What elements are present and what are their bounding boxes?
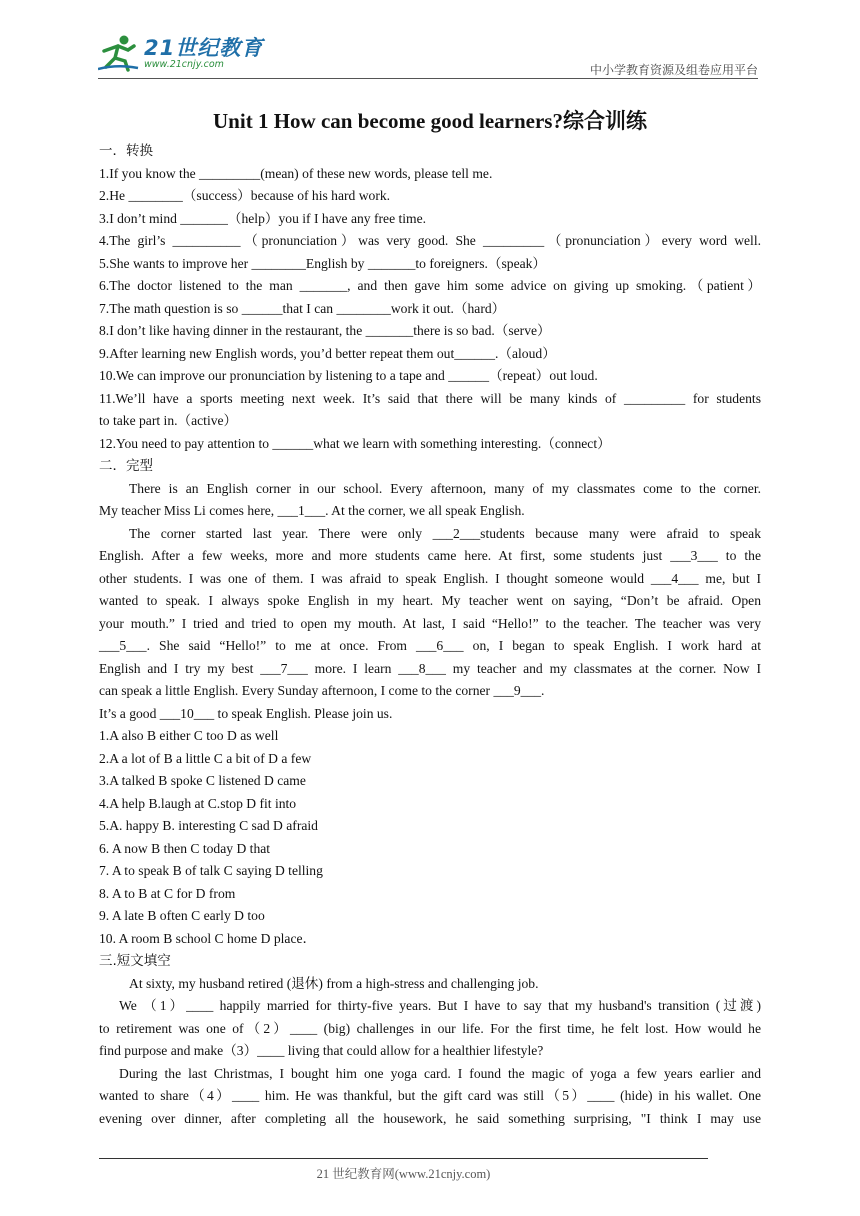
platform-name: 中小学教育资源及组卷应用平台 <box>589 63 758 77</box>
text-line: wanted to share（4）____ him. He was thankful, but the gift card was still（5）____ (hide) in his wallet. One <box>99 1088 761 1103</box>
text-line: 3.I don’t mind _______（help）you if I have any free time. <box>99 210 427 226</box>
document-body <box>99 104 761 1130</box>
text-line: 3.A talked B spoke C listened D came <box>99 773 306 788</box>
text-line: 10. A room B school C home D place． <box>99 930 317 946</box>
text-line: 2.A a lot of B a little C a bit of D a few <box>99 750 312 766</box>
text-line: There is an English corner in our school. Every afternoon, many of my classmates come to the corner. <box>129 480 761 496</box>
text-line: your mouth.” I tried and tried to open my mouth. At last, I said “Hello!” to the teacher. The teacher was very <box>99 615 761 631</box>
header-divider <box>98 78 758 79</box>
text-line: 7. A to speak B of talk C saying D telling <box>99 863 323 878</box>
text-line: The corner started last year. There were only ___2___students because many were afraid to speak <box>129 525 761 541</box>
text-line: ___5___. She said “Hello!” to me at once. From ___6___ on, I began to speak English. I work hard at <box>99 638 761 653</box>
text-line: It’s a good ___10___ to speak English. Please join us. <box>99 705 393 721</box>
text-line: 4.The girl’s __________（pronunciation）was very good. She _________（pronunciation）every word well. <box>99 233 761 248</box>
text-line: evening over dinner, after completing all the housework, he said something surprising, "I think I may use <box>99 1110 761 1126</box>
text-line: 9.After learning new English words, you’d better repeat them out______.（aloud） <box>99 345 556 361</box>
runner-logo-icon <box>98 34 140 72</box>
text-line: My teacher Miss Li comes here, ___1___. At the corner, we all speak English. <box>99 503 525 518</box>
text-line: can speak a little English. Every Sunday afternoon, I come to the corner ___9___. <box>99 683 545 698</box>
text-line: 11.We’ll have a sports meeting next week. It’s said that there will be many kinds of _________ for students <box>99 390 761 406</box>
text-line: English. After a few weeks, more and more students came here. At first, some students just ___3___ to the <box>99 548 761 563</box>
section-heading: 三.短文填空 <box>99 953 171 969</box>
text-line: 5.She wants to improve her ________English by _______to foreigners.（speak） <box>99 255 547 271</box>
page-header <box>98 30 758 80</box>
text-line: 10.We can improve our pronunciation by listening to a tape and ______（repeat）out loud. <box>99 368 598 383</box>
text-line: 6.The doctor listened to the man _______, and then gave him some advice on giving up smoking.（patient） <box>99 278 761 293</box>
text-line: to retirement was one of（2）____ (big) challenges in our life. For the first time, he felt lost. How would he <box>99 1020 761 1036</box>
footer-divider <box>99 1158 708 1159</box>
text-line: We （1）____ happily married for thirty-five years. But I have to say that my husband's transition (过渡) <box>119 998 761 1013</box>
text-line: English and I try my best ___7___ more. I learn ___8___ my teacher and my classmates at the corner. Now I <box>99 660 761 676</box>
page-footer: 21 世纪教育网(www.21cnjy.com) <box>316 1167 491 1181</box>
text-line: 9. A late B often C early D too <box>99 908 265 923</box>
site-logo <box>98 34 263 72</box>
logo-url: www.21cnjy.com <box>144 58 224 70</box>
text-line: 7.The math question is so ______that I can ________work it out.（hard） <box>99 300 506 316</box>
text-line: During the last Christmas, I bought him one yoga card. I found the magic of yoga a few years earlier and <box>119 1065 761 1081</box>
text-line: 2.He ________（success）because of his hard work. <box>99 188 391 203</box>
text-line: find purpose and make（3）____ living that could allow for a healthier lifestyle? <box>99 1043 544 1058</box>
text-line: wanted to speak. I always spoke English in my heart. My teacher went on saying, “Don’t be afraid. Open <box>99 593 761 608</box>
logo-title: 21世纪教育 <box>144 35 264 60</box>
text-line: 8.I don’t like having dinner in the restaurant, the _______there is so bad.（serve） <box>99 323 551 338</box>
text-line: At sixty, my husband retired (退休) from a high-stress and challenging job. <box>129 975 539 991</box>
text-line: 4.A help B.laugh at C.stop D fit into <box>99 795 297 811</box>
text-line: 1.A also B either C too D as well <box>99 728 279 743</box>
document-lines <box>99 140 761 1130</box>
text-line: 8. A to B at C for D from <box>99 885 236 901</box>
section-heading: 一．转换 <box>99 143 153 159</box>
text-line: to take part in.（active） <box>99 413 238 428</box>
document-title: Unit 1 How can become good learners?综合训练 <box>213 109 647 133</box>
text-line: 12.You need to pay attention to ______what we learn with something interesting.（connect） <box>99 435 611 451</box>
text-line: 5.A. happy B. interesting C sad D afraid <box>99 818 318 833</box>
text-line: other students. I was one of them. I was afraid to speak English. I thought someone would ___4___ me, but I <box>99 570 761 586</box>
text-line: 1.If you know the _________(mean) of these new words, please tell me. <box>99 165 493 181</box>
section-heading: 二．完型 <box>99 458 153 474</box>
text-line: 6. A now B then C today D that <box>99 840 271 856</box>
